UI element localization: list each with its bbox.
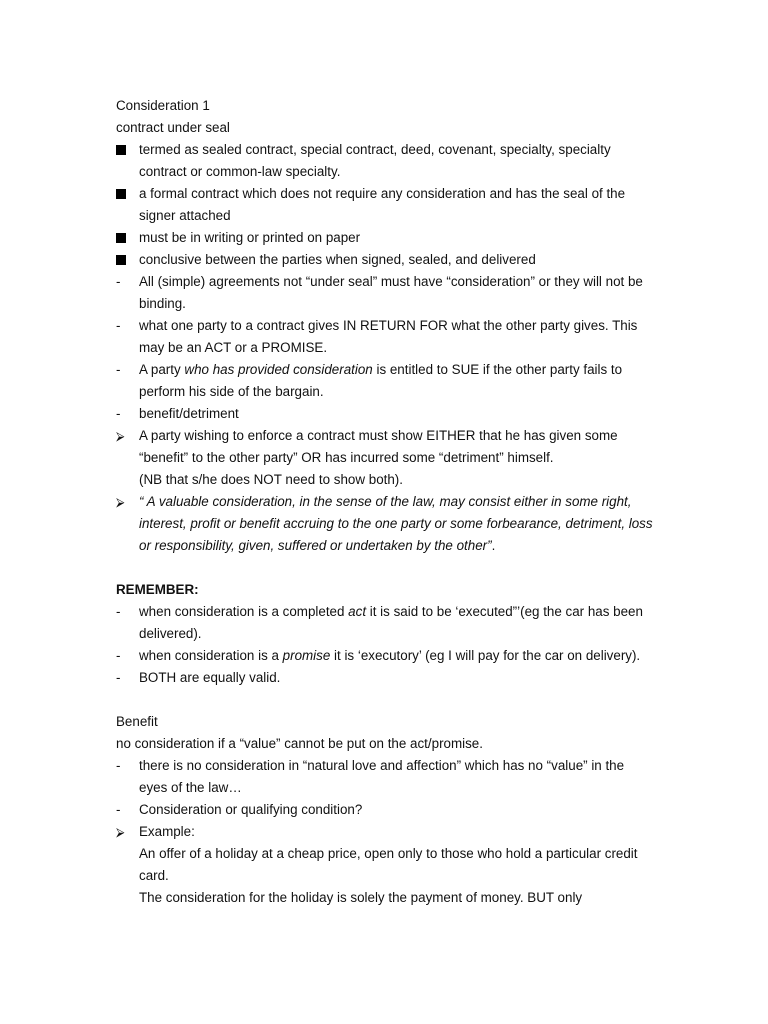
dash-bullet: -: [116, 318, 121, 333]
list-item: must be in writing or printed on paper: [116, 227, 656, 249]
dash-bullet: -: [116, 648, 121, 663]
paragraph: An offer of a holiday at a cheap price, open only to those who hold a particular credit card.: [139, 846, 638, 883]
document-title: Consideration 1: [116, 98, 210, 113]
dash-bullet: -: [116, 758, 121, 773]
remember-heading: REMEMBER:: [116, 582, 199, 597]
list-item: - when consideration is a completed act it is said to be ‘executed”’(eg the car has been delivered).: [116, 601, 656, 645]
dash-bullet: -: [116, 274, 121, 289]
list-item: - A party who has provided consideration is entitled to SUE if the other party fails to perform his side of the bargain.: [116, 359, 656, 403]
list-item: ⮚ “ A valuable consideration, in the sense of the law, may consist either in some right, interest, profit or benefit accruing to the one party or some forbearance, detriment, loss or responsibility, given, suffered or undertaken by the other”.: [116, 491, 656, 557]
list-item: termed as sealed contract, special contract, deed, covenant, specialty, specialty contract or common-law specialty.: [116, 139, 656, 183]
dash-bullet: -: [116, 362, 121, 377]
section-heading: contract under seal: [116, 120, 230, 135]
document-body: [116, 95, 656, 909]
list-item: - benefit/detriment: [116, 403, 656, 425]
list-item: - what one party to a contract gives IN RETURN FOR what the other party gives. This may be an ACT or a PROMISE.: [116, 315, 656, 359]
square-bullet-icon: [116, 227, 134, 250]
dash-bullet: -: [116, 604, 121, 619]
paragraph: no consideration if a “value” cannot be put on the act/promise.: [116, 736, 483, 751]
arrow-bullet-icon: ⮚: [116, 495, 125, 509]
list-item: ⮚ A party wishing to enforce a contract must show EITHER that he has given some “benefit” to the other party” OR has incurred some “detriment” himself. (NB that s/he does NOT need to show both).: [116, 425, 656, 491]
list-item: - All (simple) agreements not “under seal” must have “consideration” or they will not be binding.: [116, 271, 656, 315]
list-item: - there is no consideration in “natural love and affection” which has no “value” in the eyes of the law…: [116, 755, 656, 799]
list-item: - BOTH are equally valid.: [116, 667, 656, 689]
section-heading: Benefit: [116, 714, 158, 729]
dash-bullet: -: [116, 802, 121, 817]
arrow-bullet-icon: ⮚: [116, 429, 125, 443]
example-label: Example:: [139, 824, 195, 839]
list-item: a formal contract which does not require any consideration and has the seal of the signer attached: [116, 183, 656, 227]
paragraph: The consideration for the holiday is solely the payment of money. BUT only: [139, 890, 583, 905]
list-item: conclusive between the parties when signed, sealed, and delivered: [116, 249, 656, 271]
dash-bullet: -: [116, 406, 121, 421]
list-item: [116, 821, 656, 909]
square-bullet-icon: [116, 183, 134, 206]
list-item: - Consideration or qualifying condition?: [116, 799, 656, 821]
square-bullet-icon: [116, 249, 134, 272]
square-bullet-icon: [116, 139, 134, 162]
arrow-bullet-icon: ⮚: [116, 825, 125, 839]
dash-bullet: -: [116, 670, 121, 685]
list-item: - when consideration is a promise it is ‘executory’ (eg I will pay for the car on delivery).: [116, 645, 656, 667]
